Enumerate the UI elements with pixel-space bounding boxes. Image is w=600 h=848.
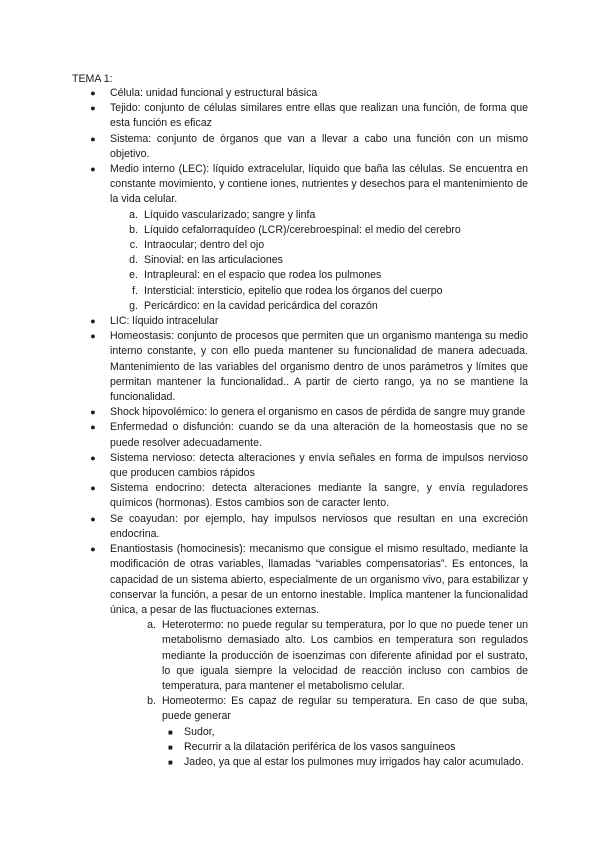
sublist-item-text: Líquido vascularizado; sangre y linfa (144, 208, 316, 221)
list-item-text: Enantiostasis (homocinesis): mecanismo que consigue el mismo resultado, mediante la modificación de otras variables, llamadas “variables compensatorias”. Es entonces, la capacidad de un sistema abierto, especialmente de un organismo vivo, para estabilizar y conservar la función, a pesar de un entorno inestable. Implica mantener la funcionalidad única, a pesar de las fluctuaciones externas. (110, 543, 528, 616)
bullet-icon: ● (90, 331, 96, 342)
sublist-item (72, 253, 528, 268)
sublist-marker: a. (147, 619, 156, 632)
list-item (72, 101, 528, 131)
list-item-text: Homeostasis: conjunto de procesos que permiten que un organismo mantenga su medio interno constante, y con ello pueda mantener su funcionalidad de manera adecuada. Mantenimiento de las variables del organismo dentro de unos parámetros y límites que permitan mantener la funcionalidad.. A partir de cierto rango, ya no se mantiene la funcionalidad. (110, 330, 528, 404)
bullet-icon: ● (90, 133, 96, 144)
list-item (72, 162, 528, 208)
list-item-text: Sistema endocrino: detecta alteraciones mediante la sangre, y envía reguladores químicos (hormonas). Estos cambios son de caracter lento. (110, 482, 528, 510)
bullet-icon: ● (90, 513, 96, 524)
bullet-icon: ● (90, 407, 96, 418)
nested-list-item (72, 740, 528, 755)
nested-list-item-text: Jadeo, ya que al estar los pulmones muy irrigados hay calor acumulado. (184, 755, 524, 768)
sublist-marker: b. (129, 223, 138, 236)
list-item (72, 405, 528, 420)
list-item-text: Shock hipovolémico: lo genera el organismo en casos de pérdida de sangre muy grande (110, 406, 526, 419)
list-item (72, 314, 528, 329)
sublist-marker: e. (129, 269, 138, 282)
list-item (72, 542, 528, 618)
sublist-item-text: Pericárdico: en la cavidad pericárdica del corazón (144, 299, 378, 312)
bullet-icon: ● (90, 422, 96, 433)
list-item (72, 86, 528, 101)
sublist-marker: d. (129, 254, 138, 267)
nested-list-item (72, 725, 528, 740)
page-heading: TEMA 1: (72, 73, 113, 85)
sublist-marker: a. (129, 208, 138, 221)
bullet-icon: ● (90, 452, 96, 463)
list-item-text: LIC: líquido intracelular (110, 315, 219, 328)
list-item-text: Sistema nervioso: detecta alteraciones y envía señales en forma de impulsos nervioso que producen cambios rápidos (110, 451, 528, 480)
nested-list-item-text: Recurrir a la dilatación periférica de los vasos sanguíneos (184, 740, 456, 753)
sublist-item (72, 223, 528, 238)
sublist-item (72, 618, 528, 694)
square-bullet-icon: ■ (168, 742, 173, 752)
sublist-item-text: Líquido cefalorraquídeo (LCR)/cerebroespinal: el medio del cerebro (144, 223, 461, 236)
list-item (72, 420, 528, 450)
bullet-icon: ● (90, 164, 96, 175)
list-item (72, 481, 528, 511)
square-bullet-icon: ■ (168, 757, 173, 767)
list-item (72, 451, 528, 481)
bullet-list (72, 86, 528, 770)
sublist-marker: f. (132, 284, 138, 297)
list-item (72, 329, 528, 405)
sublist-item-text: Sinovial: en las articulaciones (144, 254, 283, 267)
sublist-item (72, 268, 528, 283)
list-item-text: Enfermedad o disfunción: cuando se da una alteración de la homeostasis que no se puede resolver adecuadamente. (110, 421, 528, 449)
sublist-item-text: Intrapleural: en el espacio que rodea los pulmones (144, 269, 382, 282)
bullet-icon: ● (90, 88, 96, 98)
sublist-marker: b. (147, 695, 156, 708)
list-item-text: Se coayudan: por ejemplo, hay impulsos nerviosos que resultan en una excreción endocrina. (110, 512, 528, 540)
square-bullet-icon: ■ (168, 727, 173, 737)
sublist-item (72, 299, 528, 314)
sublist-item-text: Heterotermo: no puede regular su temperatura, por lo que no puede tener un metabolismo demasiado alto. Los cambios en temperatura son regulados mediante la producción de isoenzimas con diferente afinidad por el sustrato, lo que iguala siempre la velocidad de reacción incluso con cambios de temperatura, para mantener el metabolismo celular. (162, 619, 528, 692)
sublist-item (72, 238, 528, 253)
bullet-icon: ● (90, 316, 96, 327)
list-item-text: Sistema: conjunto de órganos que van a llevar a cabo una función con un mismo objetivo. (110, 132, 528, 160)
list-item (72, 512, 528, 542)
sublist-marker: c. (129, 239, 138, 252)
sublist-item (72, 208, 528, 223)
nested-list-item-text: Sudor, (184, 725, 215, 738)
list-item-text: Célula: unidad funcional y estructural básica (110, 87, 318, 99)
sublist-marker: g. (129, 299, 138, 312)
list-item-text: Medio interno (LEC): líquido extracelular, líquido que baña las células. Se encuentra en constante movimiento, y contiene iones, nutrientes y desechos para el mantenimiento de la vida celular. (110, 163, 528, 206)
nested-list-item (72, 755, 528, 770)
list-item-text: Tejido: conjunto de células similares entre ellas que realizan una función, de forma que esta función es eficaz (110, 102, 528, 130)
bullet-icon: ● (90, 483, 96, 494)
list-item (72, 132, 528, 162)
sublist-item (72, 694, 528, 724)
sublist-item-text: Homeotermo: Es capaz de regular su temperatura. En caso de que suba, puede generar (162, 695, 528, 723)
sublist-item (72, 284, 528, 299)
sublist-item-text: Intersticial: intersticio, epitelio que rodea los órganos del cuerpo (144, 284, 443, 297)
sublist-item-text: Intraocular; dentro del ojo (144, 239, 265, 252)
bullet-icon: ● (90, 544, 96, 555)
bullet-icon: ● (90, 103, 96, 114)
